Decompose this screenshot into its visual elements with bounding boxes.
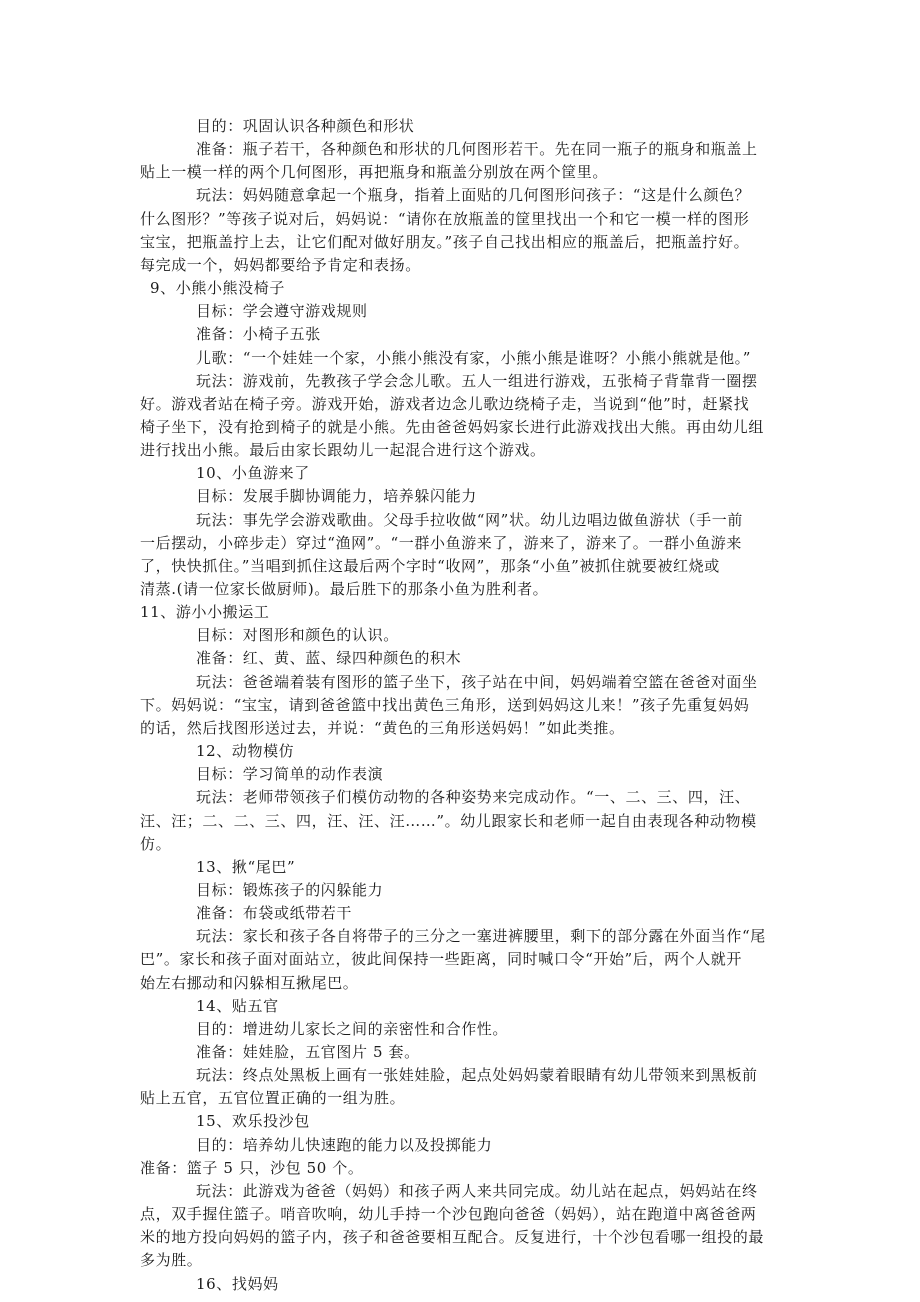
text-line: 点，双手握住篮子。哨音吹响，幼儿手持一个沙包跑向爸爸（妈妈），站在跑道中离爸爸两	[140, 1205, 757, 1223]
text-line: 10、小鱼游来了	[196, 464, 310, 483]
text-line: 目的：巩固认识各种颜色和形状	[196, 117, 415, 135]
text-line: 玩法：终点处黑板上画有一张娃娃脸，起点处妈妈蒙着眼睛有幼儿带领来到黑板前	[196, 1066, 758, 1085]
text-line: 16、找妈妈	[196, 1274, 279, 1293]
text-line: 准备：篮子 5 只，沙包 50 个。	[140, 1158, 364, 1177]
text-line: 玩法：此游戏为爸爸（妈妈）和孩子两人来共同完成。幼儿站在起点，妈妈站在终	[196, 1181, 758, 1200]
text-line: 一后摆动，小碎步走）穿过“渔网”。“一群小鱼游来了，游来了，游来了。一群小鱼游来	[140, 533, 743, 552]
text-line: 下。妈妈说：“宝宝，请到爸爸篮中找出黄色三角形，送到妈妈这儿来！”孩子先重复妈妈	[140, 695, 750, 714]
text-line: 目标：发展手脚协调能力，培养躲闪能力	[196, 487, 477, 506]
text-line: 仿。	[140, 834, 172, 853]
text-line: 12、动物模仿	[196, 742, 295, 760]
text-line: 米的地方投向妈妈的篮子内，孩子和爸爸要相互配合。反复进行，十个沙包看哪一组投的最	[140, 1228, 765, 1247]
text-line: 的话，然后找图形送过去，并说：“黄色的三角形送妈妈！”如此类推。	[140, 718, 625, 737]
text-line: 多为胜。	[140, 1251, 203, 1270]
text-line: 清蒸.(请一位家长做厨师)。最后胜下的那条小鱼为胜利者。	[140, 580, 549, 598]
text-line: 目标：学会遵守游戏规则	[196, 302, 368, 321]
text-line: 玩法：老师带领孩子们模仿动物的各种姿势来完成动作。“一、二、三、四，汪、	[196, 788, 751, 807]
text-line: 每完成一个，妈妈都要给予肯定和表扬。	[140, 255, 421, 274]
text-line: 玩法：爸爸端着装有图形的篮子坐下，孩子站在中间，妈妈端着空篮在爸爸对面坐	[196, 672, 758, 691]
text-line: 13、揪“尾巴”	[196, 857, 296, 876]
text-line: 好。游戏者站在椅子旁。游戏开始，游戏者边念儿歌边绕椅子走，当说到“他”时，赶紧找	[140, 394, 750, 413]
text-line: 贴上一模一样的两个几何图形，再把瓶身和瓶盖分别放在两个筐里。	[140, 163, 609, 182]
text-line: 准备：布袋或纸带若干	[196, 904, 353, 923]
text-line: 目的：增进幼儿家长之间的亲密性和合作性。	[196, 1019, 509, 1038]
text-line: 目的：培养幼儿快速跑的能力以及投掷能力	[196, 1135, 493, 1154]
text-line: 儿歌：“一个娃娃一个家，小熊小熊没有家，小熊小熊是谁呀？小熊小熊就是他。”	[196, 348, 752, 367]
text-line: 目标：学习简单的动作表演	[196, 765, 384, 784]
text-line: 贴上五官，五官位置正确的一组为胜。	[140, 1089, 406, 1108]
text-line: 巴”。家长和孩子面对面站立，彼此间保持一些距离，同时喊口令“开始”后，两个人就开	[140, 950, 743, 969]
text-line: 准备：娃娃脸，五官图片 5 套。	[196, 1043, 420, 1061]
text-line: 准备：红、黄、蓝、绿四种颜色的积木	[196, 649, 462, 668]
text-line: 了，快快抓住。”当唱到抓住这最后两个字时“收网”，那条“小鱼”被抓住就要被红烧或	[140, 556, 720, 575]
text-line: 玩法：家长和孩子各自将带子的三分之一塞进裤腰里，剩下的部分露在外面当作“尾	[196, 927, 766, 946]
text-line: 始左右挪动和闪躲相互揪尾巴。	[140, 973, 359, 992]
text-line: 什么图形？”等孩子说对后，妈妈说：“请你在放瓶盖的筐里找出一个和它一模一样的图形	[140, 209, 750, 228]
text-line: 进行找出小熊。最后由家长跟幼儿一起混合进行这个游戏。	[140, 441, 546, 460]
text-line: 目标：对图形和颜色的认识。	[196, 626, 399, 645]
text-line: 汪、汪；二、二、三、四，汪、汪、汪……”。幼儿跟家长和老师一起自由表现各种动物模	[140, 811, 757, 830]
text-line: 11、游小小搬运工	[140, 603, 270, 622]
text-line: 玩法：事先学会游戏歌曲。父母手拉收做“网”状。幼儿边唱边做鱼游状（手一前	[196, 510, 743, 529]
text-line: 15、欢乐投沙包	[196, 1112, 310, 1131]
text-line: 目标：锻炼孩子的闪躲能力	[196, 880, 384, 899]
text-line: 椅子坐下，没有抢到椅子的就是小熊。先由爸爸妈妈家长进行此游戏找出大熊。再由幼儿组	[140, 417, 765, 436]
text-line: 14、贴五官	[196, 996, 279, 1015]
text-line: 玩法：妈妈随意拿起一个瓶身，指着上面贴的几何图形问孩子：“这是什么颜色？	[196, 186, 751, 205]
text-line: 9、小熊小熊没椅子	[150, 279, 285, 297]
text-line: 宝宝，把瓶盖拧上去，让它们配对做好朋友。”孩子自己找出相应的瓶盖后，把瓶盖拧好。	[140, 232, 750, 251]
text-line: 玩法：游戏前，先教孩子学会念儿歌。五人一组进行游戏，五张椅子背靠背一圈摆	[196, 371, 758, 390]
text-line: 准备：瓶子若干，各种颜色和形状的几何图形若干。先在同一瓶子的瓶身和瓶盖上	[196, 140, 758, 159]
text-line: 准备：小椅子五张	[196, 325, 321, 344]
